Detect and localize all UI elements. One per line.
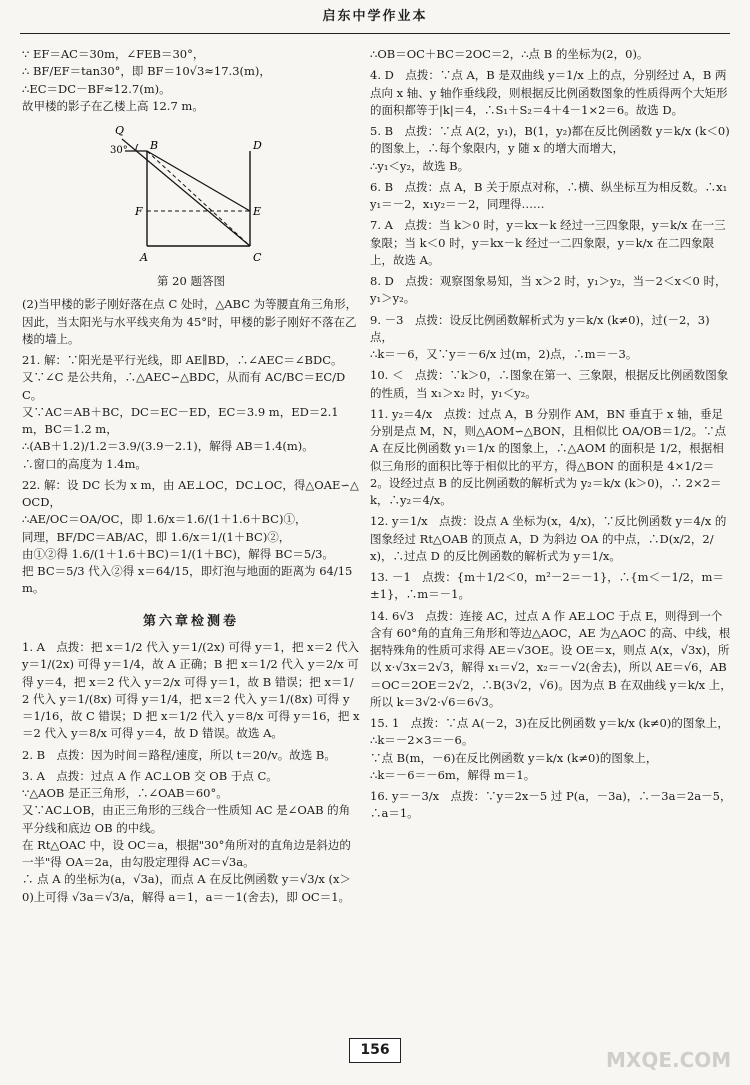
figure-caption: 第 20 题答图 — [157, 274, 225, 288]
section-title: 第六章检测卷 — [142, 613, 239, 629]
label-angle: 30° — [110, 145, 128, 156]
text-line: ∴窗口的高度为 1.4m。 — [22, 456, 147, 471]
page-number: 156 — [349, 1038, 400, 1063]
text-line: ∴ 点 A 的坐标为(a，√3a)，而点 A 在反比例函数 y＝√3/x (x＞0)上可得 √3a＝√3/a，解得 a＝1，a＝－1(舍去)，即 OC＝1。 — [22, 872, 351, 904]
text-line: 由①②得 1.6/(1＋1.6＋BC)＝1/(1＋BC)，解得 BC＝5/3。 — [22, 546, 334, 561]
text-line: ∴EC＝DC－BF≈12.7(m)。 — [22, 81, 171, 96]
geometry-figure — [22, 121, 360, 271]
text-line: 4. D 点拨：∵点 A，B 是双曲线 y＝1/x 上的点，分别经过 A，B 两点向 x 轴、y 轴作垂线段，则根据反比例函数图象的性质得两个大矩形的面积都等于|k|＝4，∴S₁＋S₂＝4＋4－1×2＝6。故选 D。 — [370, 68, 728, 117]
left-column — [22, 46, 360, 906]
header-rule — [20, 33, 730, 34]
label-q: Q — [115, 124, 125, 137]
text-line: 6. B 点拨：点 A，B 关于原点对称，∴横、纵坐标互为相反数。∴x₁y₁＝－2，x₁y₂＝－2，同理得…… — [370, 179, 728, 211]
text-line: 7. A 点拨：当 k＞0 时，y＝kx－k 经过一三四象限，y＝k/x 在一三象限；当 k＜0 时，y＝kx－k 经过一二四象限，y＝k/x 在二四象限上，故选 A。 — [370, 218, 726, 267]
text-line: ∴k＝－6＝－6m，解得 m＝1。 — [370, 767, 536, 782]
text-line: 同理，BF/DC＝AB/AC，即 1.6/x＝1/(1＋BC)②， — [22, 529, 291, 544]
text-line: 5. B 点拨：∵点 A(2，y₁)，B(1，y₂)都在反比例函数 y＝k/x (k＜0)的图象上，∴每个象限内，y 随 x 的增大而增大， — [370, 124, 730, 156]
text-line: 16. y＝－3/x 点拨：∵y＝2x－5 过 P(a，－3a)，∴－3a＝2a－5，∴a＝1。 — [370, 789, 732, 821]
text-line: 又∵AC⊥OB，由正三角形的三线合一性质知 AC 是∠OAB 的角平分线和底边 OB 的中线。 — [22, 803, 351, 835]
text-line: ∴AE/OC＝OA/OC，即 1.6/x＝1.6/(1＋1.6＋BC)①， — [22, 512, 307, 527]
text-line: 21. 解：∵阳光是平行光线，即 AE∥BD，∴∠AEC＝∠BDC。 — [22, 353, 343, 367]
watermark-text: MXQE.COM — [606, 1048, 732, 1072]
angle-arc — [136, 144, 138, 151]
text-line: 3. A 点拨：过点 A 作 AC⊥OB 交 OB 于点 C。 — [22, 768, 278, 783]
text-line: 14. 6√3 点拨：连接 AC，过点 A 作 AE⊥OC 于点 E，则得到一个含有 60°角的直角三角形和等边△AOC，AE 为△AOC 的高、中线，根据特殊角的性质可求得 AE＝√3OE。设 OE＝x，则点 A(x，√3x)，所以 x·√3x＝2√3，解得 x₁＝√2，x₂＝－√2(舍去)，所以 AE＝√6，AB＝OC＝2OE＝2√2，∴B(3√2，√6)。因为点 B 在双曲线 y＝k/x 上，所以 k＝3√2·√6＝6√3。 — [370, 608, 732, 709]
text-line: (2)当甲楼的影子刚好落在点 C 处时，△ABC 为等腰直角三角形，因此，当太阳光与水平线夹角为 45°时，甲楼的影子刚好不落在乙楼的墙上。 — [22, 297, 358, 346]
text-line: ∴y₁＜y₂，故选 B。 — [370, 158, 470, 173]
text-line: ∴k＝－6，又∵y＝－6/x 过(m，2)点，∴m＝－3。 — [370, 347, 638, 361]
label-e: E — [253, 205, 262, 218]
text-line: 9. －3 点拨：设反比例函数解析式为 y＝k/x (k≠0)，过(－2，3)点， — [370, 312, 710, 344]
text-line: ∴OB＝OC＋BC＝2OC＝2，∴点 B 的坐标为(2，0)。 — [370, 47, 649, 61]
figure-svg — [22, 121, 360, 271]
line-be — [147, 151, 250, 211]
right-column — [370, 46, 732, 823]
text-line: 12. y＝1/x 点拨：设点 A 坐标为(x，4/x)，∵反比例函数 y＝4/x 的图象经过 Rt△OAB 的顶点 A，D 为斜边 OA 的中点，∴D(x/2，2/x)，∴过点 D 的反比例函数的解析式为 y＝1/x。 — [370, 514, 727, 563]
page-header — [0, 0, 750, 34]
label-f: F — [135, 205, 143, 218]
text-line: 13. －1 点拨：{m＋1/2＜0，m²－2＝－1}，∴{m＜－1/2，m＝±1}，∴m＝－1。 — [370, 570, 724, 602]
text-line: 又∵AC＝AB＋BC，DC＝EC－ED，EC＝3.9 m，ED＝2.1 m，BC＝1.2 m， — [22, 404, 339, 436]
text-line: ∵点 B(m，－6)在反比例函数 y＝k/x (k≠0)的图象上， — [370, 750, 658, 765]
label-d: D — [253, 139, 262, 152]
text-line: ∴ BF/EF＝tan30°，即 BF＝10√3≈17.3(m)， — [22, 64, 271, 79]
header-title: 启东中学作业本 — [322, 9, 428, 25]
text-line: 又∵∠C 是公共角，∴△AEC∽△BDC，从而有 AC/BC＝EC/DC。 — [22, 370, 346, 402]
text-line: 故甲楼的影子在乙楼上高 12.7 m。 — [22, 98, 204, 113]
line-qc — [122, 139, 250, 246]
text-line: 在 Rt△OAC 中，设 OC＝a，根据"30°角所对的直角边是斜边的一半"得 OA＝2a，由勾股定理得 AC＝√3a。 — [22, 837, 351, 869]
text-line: 1. A 点拨：把 x＝1/2 代入 y＝1/(2x) 可得 y＝1，把 x＝2 代入 y＝1/(2x) 可得 y＝1/4，故 A 正确；B 把 x＝1/2 代入 y＝2/x 可得 y＝4，把 x＝2 代入 y＝2/x 可得 y＝1，故 B 错误；把 x＝1/2 代入 y＝1/(8x) 可得 y＝1/4，把 x＝2 代入 y＝1/(8x) 可得 y＝1/16，故 C 错误；D 把 x＝1/2 代入 y＝8/x 可得 y＝16，把 x＝2 代入 y＝8/x 可得 y＝4，故 D 错误。故选 A。 — [22, 640, 360, 741]
text-line: 22. 解：设 DC 长为 x m，由 AE⊥OC，DC⊥OC，得△OAE∽△OCD， — [22, 477, 359, 509]
text-line: 2. B 点拨：因为时间＝路程/速度，所以 t＝20/v。故选 B。 — [22, 747, 336, 762]
text-line: 8. D 点拨：观察图象易知，当 x＞2 时，y₁＞y₂，当－2＜x＜0 时，y₁＞y₂。 — [370, 274, 727, 306]
text-line: ∵△AOB 是正三角形，∴∠OAB＝60°。 — [22, 786, 228, 800]
label-b: B — [150, 139, 159, 152]
text-line: ∴k＝－2×3＝－6。 — [370, 733, 474, 748]
text-line: ∵ EF＝AC＝30m，∠FEB＝30°， — [22, 47, 205, 61]
text-line: 15. 1 点拨：∵点 A(－2，3)在反比例函数 y＝k/x (k≠0)的图象上， — [370, 716, 729, 730]
label-c: C — [253, 251, 262, 264]
label-a: A — [140, 251, 148, 264]
page-footer — [0, 1036, 750, 1064]
text-line: 11. y₂＝4/x 点拨：过点 A，B 分别作 AM，BN 垂直于 x 轴，垂足分别是点 M，N，则△AOM∽△BON，且相似比 OA/OB＝1/2。∵点 A 在反比例函数 y₁＝1/x 的图象上，∴△AOM 的面积是 1/2，根据相似三角形的面积比等于相似比的平方，得△BON 的面积是 4×1/2＝2。设经过点 B 的反比例函数的解析式为 y₂＝k/x (k＞0)，∴ 2×2＝k，∴y₂＝4/x。 — [370, 406, 727, 507]
text-line: ∴(AB＋1.2)/1.2＝3.9/(3.9－2.1)，解得 AB＝1.4(m)。 — [22, 439, 314, 454]
line-bc — [147, 151, 250, 246]
text-line: 把 BC＝5/3 代入②得 x＝64/15，即灯泡与地面的距离为 64/15 m。 — [22, 564, 353, 596]
text-line: 10. ＜ 点拨：∵k＞0，∴图象在第一、三象限，根据反比例函数图象的性质，当 x₁＞x₂ 时，y₁＜y₂。 — [370, 368, 729, 400]
